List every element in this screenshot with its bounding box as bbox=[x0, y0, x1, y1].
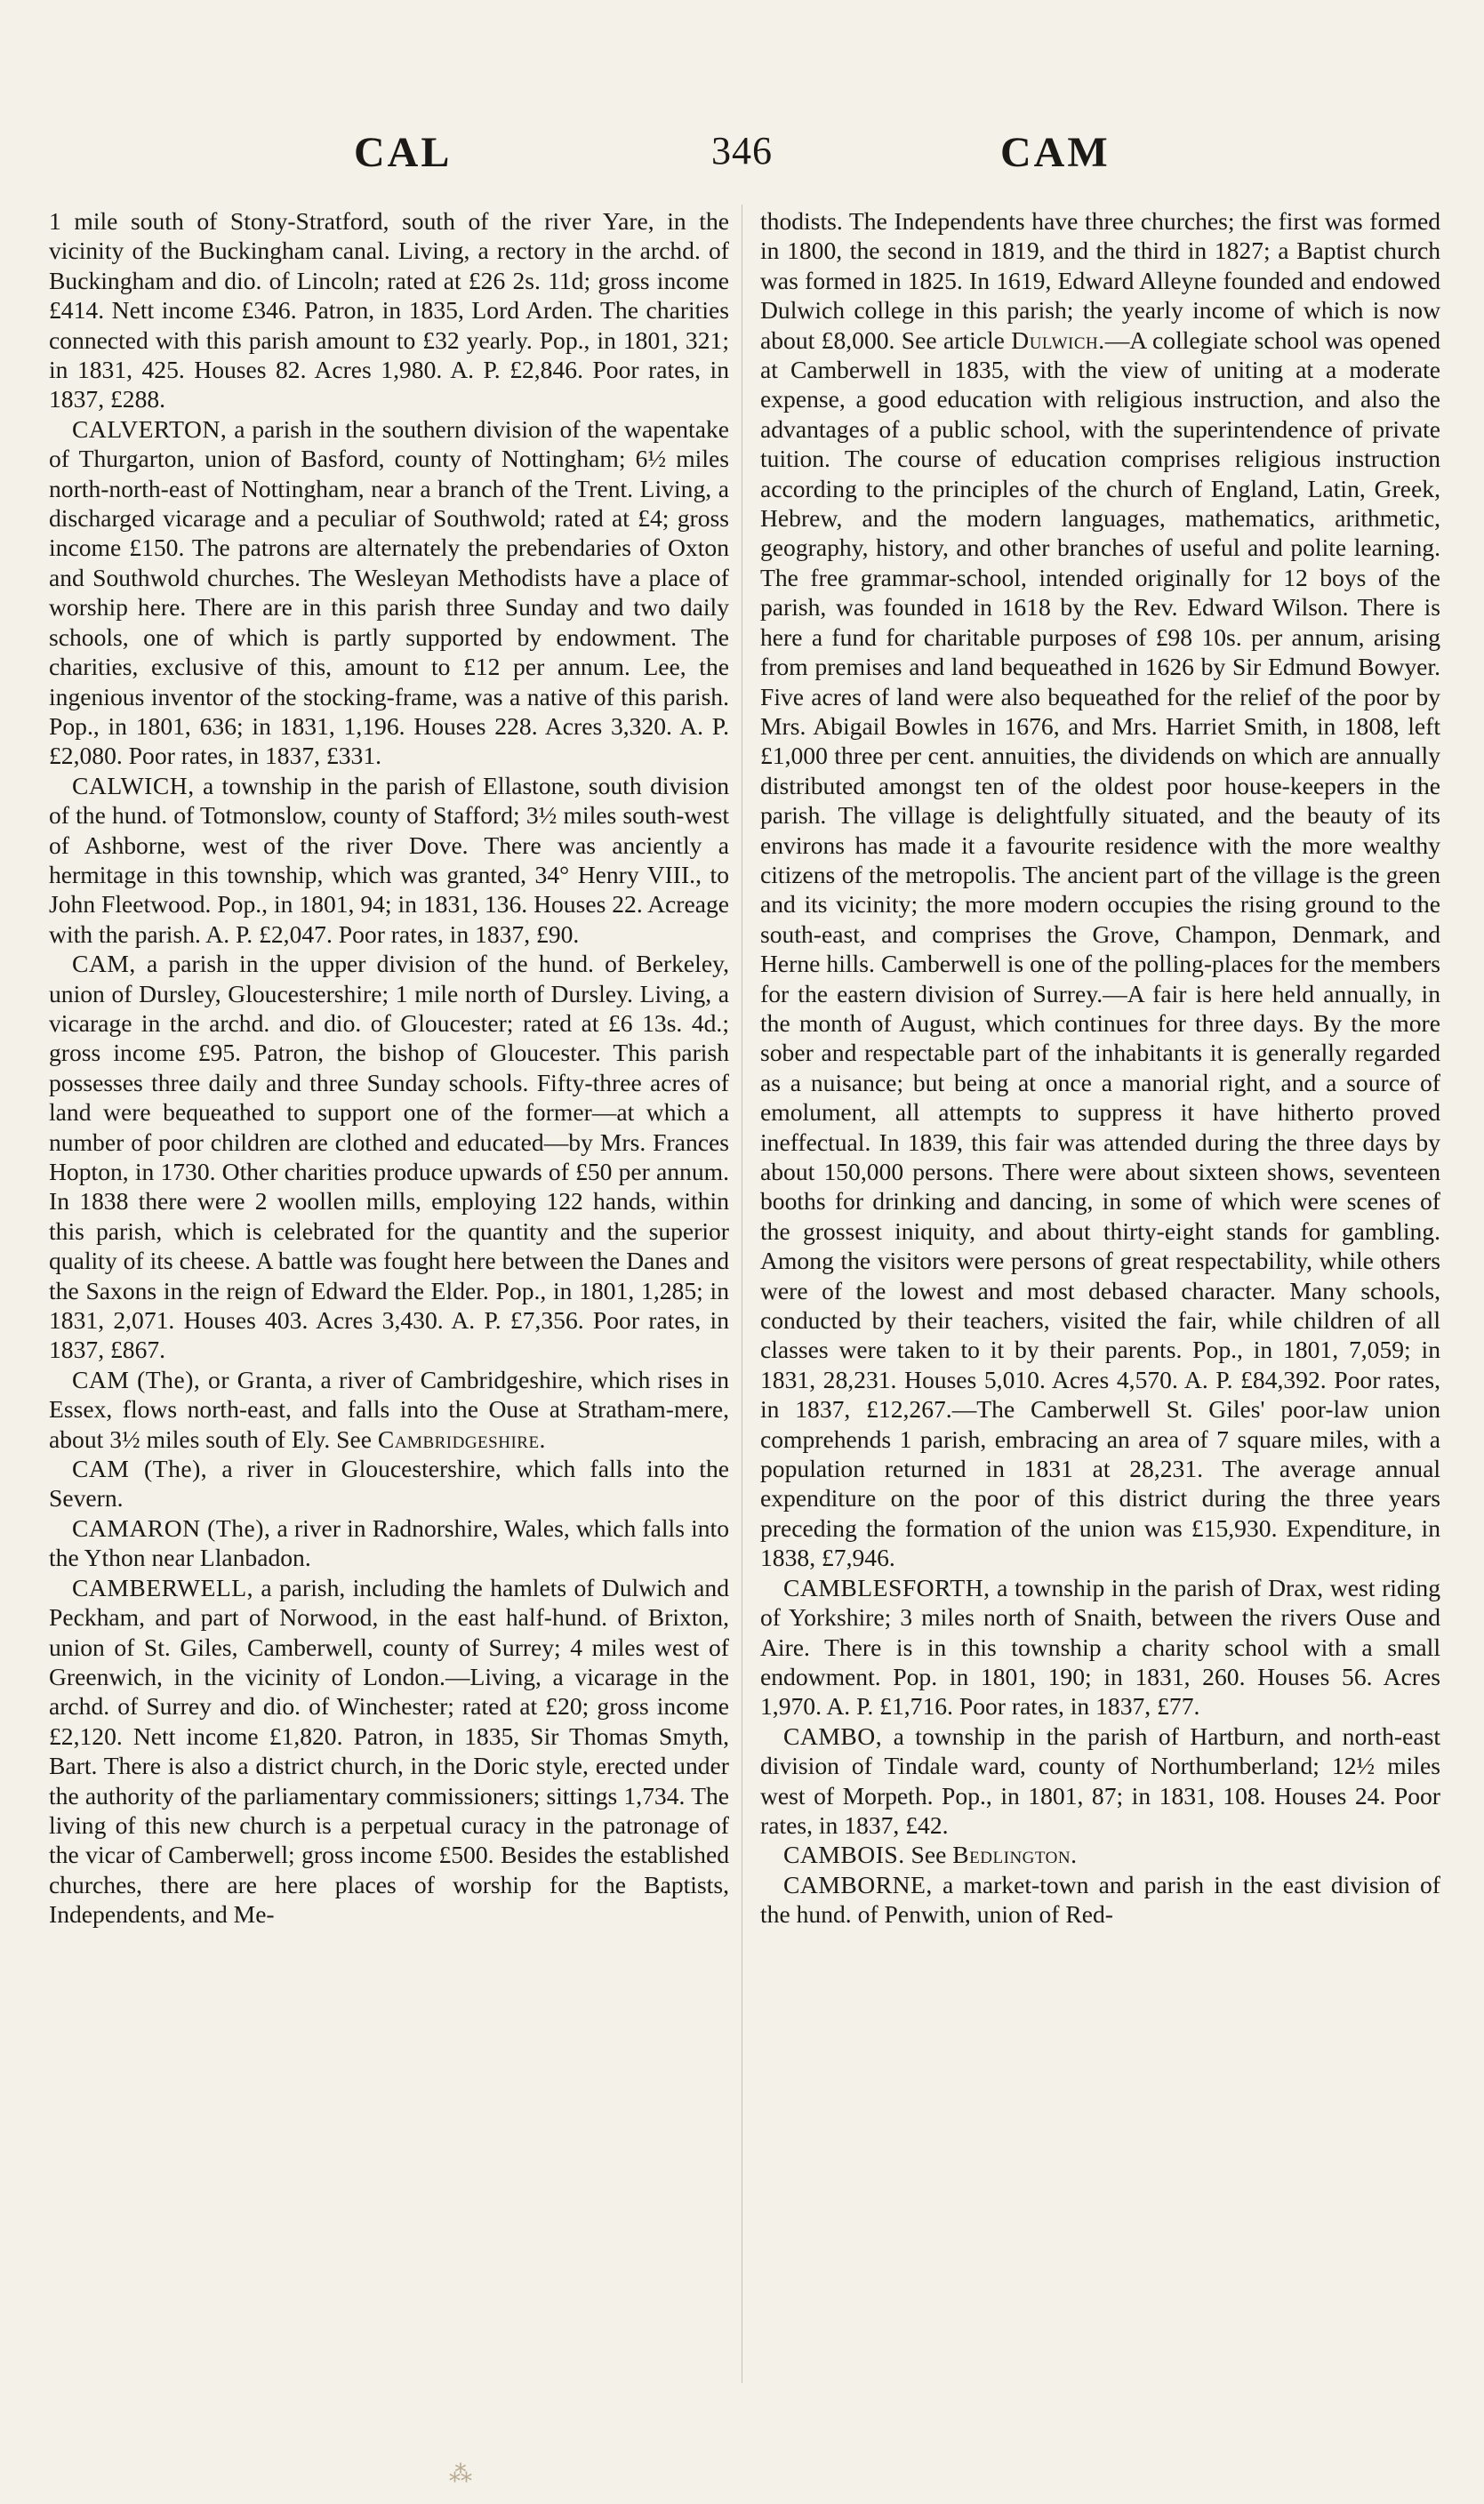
entry-headword: CAMBOIS. bbox=[783, 1841, 905, 1869]
entry-headword: CAM (The), bbox=[72, 1455, 208, 1483]
paper-smudge: ⁂ bbox=[449, 2461, 472, 2488]
entry-cam bbox=[49, 949, 729, 1365]
entry-headword: CAMARON (The), bbox=[72, 1513, 271, 1542]
entry-text: a parish in the southern division of the wapentake of Thurgarton, union of Basford, county of Nottingham; 6½ miles north-north-east of Nottingham, near a branch of the Trent. Living, a discharged vicarage and a peculiar of Southwold; rated at £4; gross income £150. The patrons are alternately the prebendaries of Oxton and Southwold churches. The Wesleyan Methodists have a place of worship here. There are in this parish three Sunday and two daily schools, one of which is partly supported by endowment. The charities, exclusive of this, amount to £12 per annum. Lee, the ingenious inventor of the stocking-frame, was a native of this parish. Pop., in 1801, 636; in 1831, 1,196. Houses 228. Acres 3,320. A. P. £2,080. Poor rates, in 1837, £331. bbox=[49, 414, 729, 770]
entry-camberwell-continued bbox=[760, 206, 1440, 1573]
entry-headword: CAMBLESFORTH, bbox=[783, 1573, 991, 1601]
entry-calwich bbox=[49, 771, 729, 949]
entry-text: —A collegiate school was opened at Camberwell in 1835, with the view of uniting at a moderate expense, a good education with religious instruction, and also the advantages of a public school, with the superintendence of private tuition. The course of education comprises religious instruction according to the principles of the church of England, Latin, Greek, Hebrew, and the modern languages, mathematics, arithmetic, geography, history, and other branches of useful and polite learning. The free grammar-school, intended originally for 12 boys of the parish, was founded in 1618 by the Rev. Edward Wilson. There is here a fund for charitable purposes of £98 10s. per annum, arising from premises and land bequeathed in 1626 by Sir Edmund Bowyer. Five acres of land were also bequeathed for the relief of the poor by Mrs. Abigail Bowles in 1676, and Mrs. Harriet Smith, in 1808, left £1,000 three per cent. annuities, the dividends on which are annually distributed amongst ten of the oldest poor house-keepers in the parish. The village is delightfully situated, and the beauty of its environs has made it a favourite residence with the more wealthy citizens of the metropolis. The ancient part of the village is the green and its vicinity; the more modern occupies the rising ground to the south-east, and comprises the Grove, Champon, Denmark, and Herne hills. Camberwell is one of the polling-places for the members for the eastern division of Surrey.—A fair is here held annually, in the month of August, which continues for three days. By the more sober and respectable part of the inhabitants it is generally regarded as a nuisance; but being at once a manorial right, and a source of emolument, all attempts to suppress it have hitherto proved ineffectual. In 1839, this fair was attended during the three days by about 150,000 persons. There were about sixteen shows, seventeen booths for drinking and dancing, in some of which were scenes of the grossest iniquity, and about thirty-eight stands for gambling. Among the visitors were persons of great respectability, while others were of the lowest and most debased character. Many schools, conducted by their teachers, visited the fair, while children of all classes were taken to it by their parents. Pop., in 1801, 7,059; in 1831, 28,231. Houses 5,010. Acres 4,570. A. P. £84,392. Poor rates, in 1837, £12,267.—The Camberwell St. Giles' poor-law union comprehends 1 parish, embracing an area of 7 square miles, with a population returned in 1831 at 28,231. The average annual expenditure on the poor of this district during the three years preceding the formation of the union was £15,930. Expenditure, in 1838, £7,946. bbox=[760, 325, 1440, 1572]
entry-text: a market-town and parish in the east division of the hund. of Penwith, union of Red- bbox=[760, 1870, 1440, 1929]
entry-text: See bbox=[904, 1841, 953, 1869]
entry-text: a river in Radnorshire, Wales, which falls into the Ython near Llanbadon. bbox=[49, 1513, 729, 1572]
entry-cam-gloucestershire bbox=[49, 1454, 729, 1513]
cross-reference: Dulwich. bbox=[1011, 325, 1105, 354]
entry-headword: CAM (The), or Granta, bbox=[72, 1365, 314, 1393]
entry-camaron bbox=[49, 1513, 729, 1573]
cross-reference: Cambridgeshire. bbox=[377, 1425, 546, 1453]
entry-headword: CAMBO, bbox=[783, 1722, 883, 1750]
entry-camblesforth bbox=[760, 1573, 1440, 1722]
entry-text: a township in the parish of Hartburn, and north-east division of Tindale ward, county of Northumberland; 12½ miles west of Morpeth. Pop., in 1801, 87; in 1831, 108. Houses 24. Poor rates, in 1837, £42. bbox=[760, 1722, 1440, 1839]
entry-headword: CALWICH, bbox=[72, 771, 195, 799]
page-number: 346 bbox=[711, 129, 773, 173]
entry-headword: CAMBORNE, bbox=[783, 1870, 933, 1898]
entry-headword: CALVERTON, bbox=[72, 414, 228, 443]
entry-text: a township in the parish of Drax, west riding of Yorkshire; 3 miles north of Snaith, between the rivers Ouse and Aire. There is in this township a charity school with a small endowment. Pop. in 1801, 190; in 1831, 260. Houses 56. Acres 1,970. A. P. £1,716. Poor rates, in 1837, £77. bbox=[760, 1573, 1440, 1721]
entry-calverton bbox=[49, 414, 729, 771]
entry-text: a parish in the upper division of the hund. of Berkeley, union of Dursley, Gloucestershire; 1 mile north of Dursley. Living, a vicarage in the archd. and dio. of Gloucester; rated at £6 13s. 4d.; gross income £95. Patron, the bishop of Gloucester. This parish possesses three daily and three Sunday schools. Fifty-three acres of land were bequeathed to support one of the former—at which a number of poor children are clothed and educated—by Mrs. Frances Hopton, in 1730. Other charities produce upwards of £50 per annum. In 1838 there were 2 woollen mills, employing 122 hands, within this parish, which is celebrated for the quantity and the superior quality of its cheese. A battle was fought here between the Danes and the Saxons in the reign of Edward the Elder. Pop., in 1801, 1,285; in 1831, 2,071. Houses 403. Acres 3,430. A. P. £7,356. Poor rates, in 1837, £867. bbox=[49, 950, 729, 1364]
entry-text: a parish, including the hamlets of Dulwich and Peckham, and part of Norwood, in the east half-hund. of Brixton, union of St. Giles, Camberwell, county of Surrey; 4 miles west of Greenwich, in the vicinity of London.—Living, a vicarage in the archd. of Surrey and dio. of Winchester; rated at £20; gross income £2,120. Nett income £1,820. Patron, in 1835, Sir Thomas Smyth, Bart. There is also a district church, in the Doric style, erected under the authority of the parliamentary commissioners; sittings 1,734. The living of this new church is a perpetual curacy in the patronage of the vicar of Camberwell; gross income £500. Besides the established churches, there are here places of worship for the Baptists, Independents, and Me- bbox=[49, 1573, 729, 1929]
entry-cambois bbox=[760, 1840, 1440, 1869]
entry-cam-granta bbox=[49, 1365, 729, 1454]
entry-headword: CAMBERWELL, bbox=[72, 1573, 254, 1601]
right-column bbox=[760, 206, 1440, 2385]
entry-text: a township in the parish of Ellastone, south division of the hund. of Totmonslow, county of Stafford; 3½ miles south-west of Ashborne, west of the river Dove. There was anciently a hermitage in this township, which was granted, 34° Henry VIII., to John Fleetwood. Pop., in 1801, 94; in 1831, 136. Houses 22. Acreage with the parish. A. P. £2,047. Poor rates, in 1837, £90. bbox=[49, 771, 729, 948]
running-header bbox=[0, 129, 1484, 194]
entry-continuation: 1 mile south of Stony-Stratford, south of the river Yare, in the vicinity of the Buckingham canal. Living, a rectory in the archd. of Buckingham and dio. of Lincoln; rated at £26 2s. 11d; gross income £414. Nett income £346. Patron, in 1835, Lord Arden. The charities connected with this parish amount to £32 yearly. Pop., in 1801, 321; in 1831, 425. Houses 82. Acres 1,980. A. P. £2,846. Poor rates, in 1837, £288. bbox=[49, 207, 729, 413]
cross-reference: Bedlington. bbox=[952, 1841, 1078, 1869]
left-column bbox=[49, 206, 729, 2385]
entry-text: a river of Cambridgeshire, which rises in Essex, flows north-east, and falls into the Ouse at Stratham-mere, about 3½ miles south of Ely. See bbox=[49, 1365, 729, 1453]
entry-headword: CAM, bbox=[72, 950, 136, 978]
entry-cambo bbox=[760, 1722, 1440, 1841]
entry-text: a river in Gloucestershire, which falls into the Severn. bbox=[49, 1455, 729, 1513]
entry-text: thodists. The Independents have three churches; the first was formed in 1800, the second in 1819, and the third in 1827; a Baptist church was formed in 1825. In 1619, Edward Alleyne founded and endowed Dulwich college in this parish; the yearly income of which is now about £8,000. See article bbox=[760, 207, 1440, 354]
entry-camborne bbox=[760, 1870, 1440, 1930]
entry-camberwell bbox=[49, 1573, 729, 1930]
header-right-guideword: CAM bbox=[1000, 129, 1111, 176]
header-left-guideword: CAL bbox=[354, 129, 453, 176]
